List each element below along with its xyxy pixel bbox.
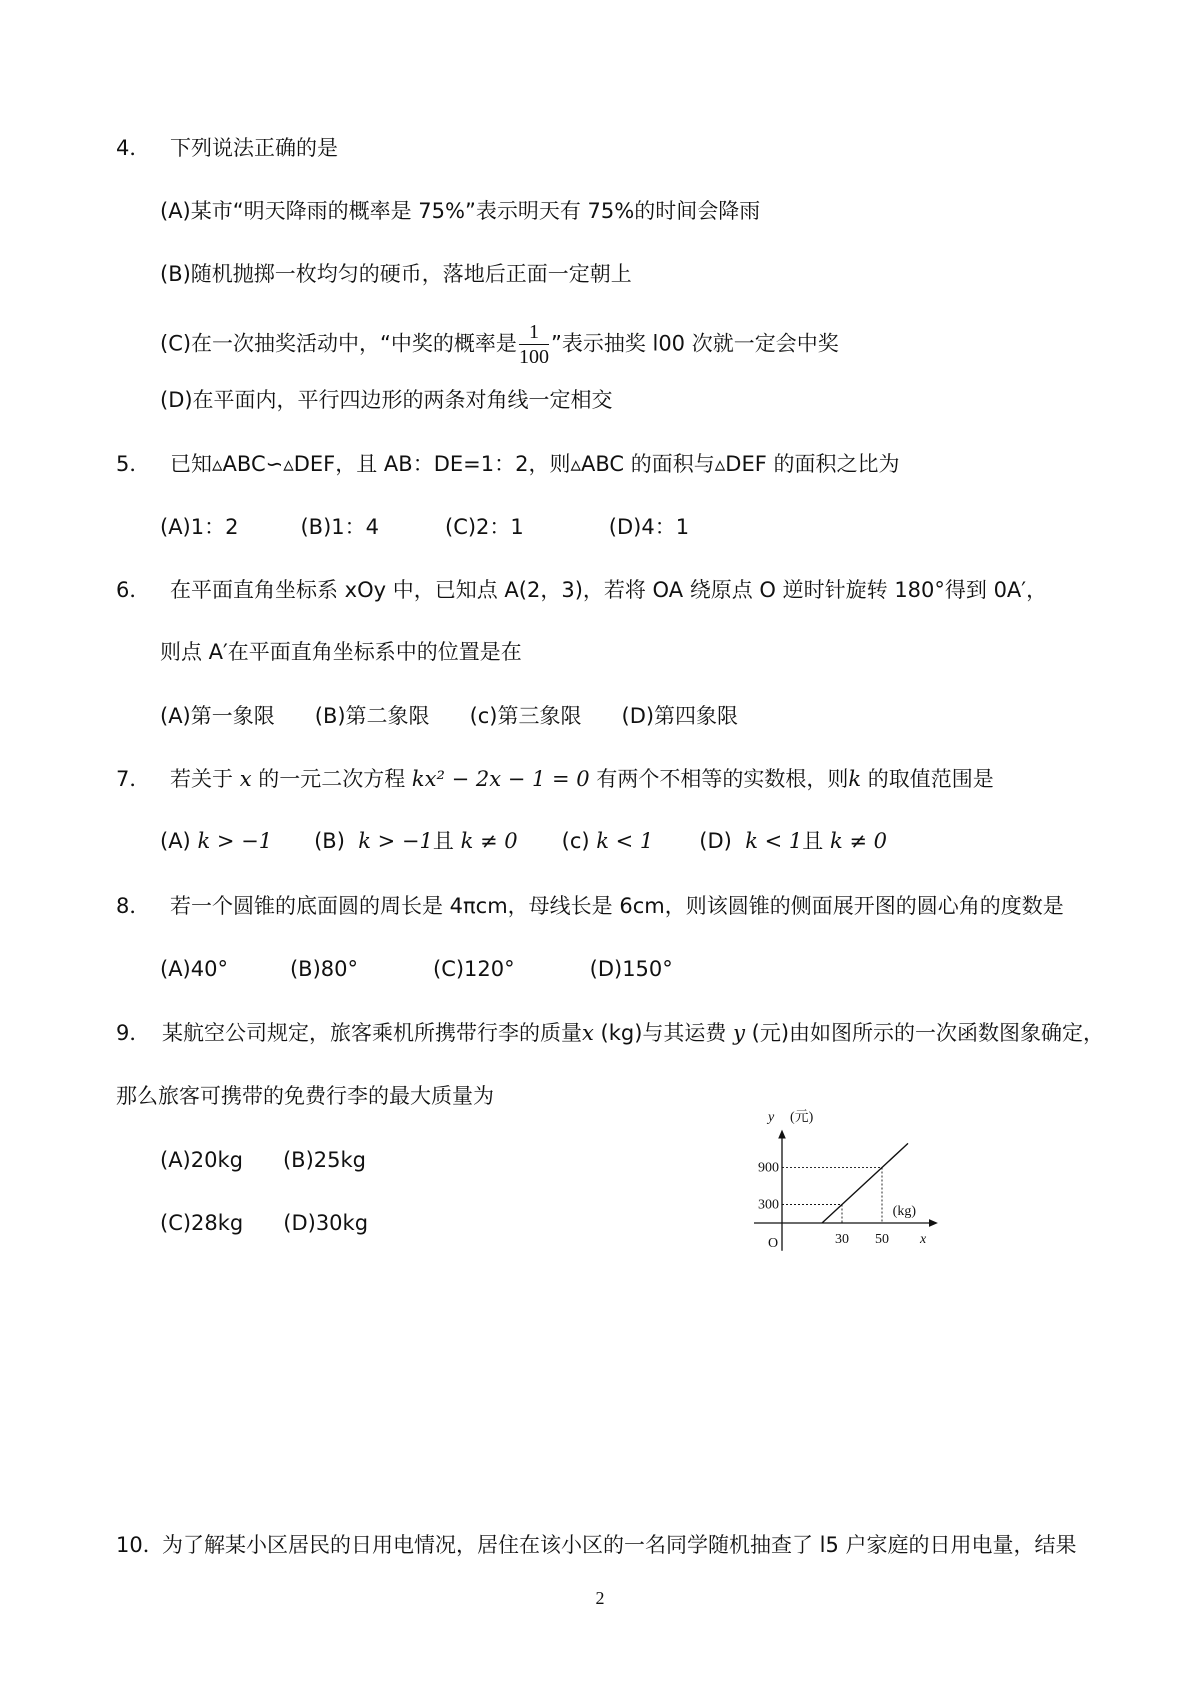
q9-function-graph [740,1105,950,1305]
q9-text-1: 某航空公司规定，旅客乘机所携带行李的质量 [162,1021,582,1045]
fraction-denominator: 100 [518,346,549,368]
q7-option-d [699,829,887,853]
fraction-numerator: 1 [519,320,549,345]
q9-options-row-1 [160,1145,366,1175]
x-axis-label: x [920,1232,927,1247]
q5-option-b: (B)1：4 [300,515,379,539]
q8-option-a: (A)40° [160,957,228,981]
q4-stem-line [116,133,338,163]
y-axis-unit: (元) [790,1110,814,1125]
q10-stem-line [116,1530,1077,1560]
y-tick-label: 900 [758,1160,779,1176]
q7-equation: kx² − 2x − 1 = 0 [411,767,590,791]
q7-var-k: k [848,767,862,791]
q5-option-c: (C)2：1 [445,515,524,539]
q7-option-b [314,829,518,853]
q6-option-b: (B)第二象限 [314,704,430,728]
q7-text-4: 的取值范围是 [867,767,994,791]
q7-option-d-math-1: k < 1 [745,829,803,853]
q9-var-x: x [582,1021,594,1045]
q7-option-c [562,829,654,853]
q4-option-c-fraction [519,320,549,369]
q5-stem: 已知▵ABC∽▵DEF，且 AB：DE=1：2，则▵ABC 的面积与▵DEF 的面积之比为 [170,452,900,476]
q9-option-d: (D)30kg [283,1211,369,1235]
q6-stem-continued: 则点 A′在平面直角坐标系中的位置是在 [160,640,522,664]
q7-option-a [160,829,272,853]
q7-option-c-math: k < 1 [596,829,654,853]
q4-option-b: (B)随机抛掷一枚均匀的硬币，落地后正面一定朝上 [160,262,632,286]
q7-option-a-math: k > −1 [197,829,273,853]
q8-options [160,954,673,984]
x-axis-unit: (kg) [892,1204,916,1219]
q7-option-b-math-1: k > −1 [358,829,433,853]
q8-option-d: (D)150° [589,957,673,981]
q4-stem: 下列说法正确的是 [170,136,338,160]
q7-text-2: 的一元二次方程 [258,767,406,791]
q7-text-3: 有两个不相等的实数根，则 [596,767,849,791]
q10-stem: 为了解某小区居民的日用电情况，居住在该小区的一名同学随机抽查了 l5 户家庭的日用电量，结果 [162,1533,1077,1557]
q4-option-c-pre: (C)在一次抽奖活动中，“中奖的概率是 [160,331,517,356]
q9-stem-line [116,1018,1104,1048]
q6-option-d: (D)第四象限 [621,704,739,728]
q7-option-c-label: (c) [561,829,590,853]
x-tick-label: 50 [875,1232,889,1247]
q9-options-row-2 [160,1208,368,1238]
q7-option-d-math-2: k ≠ 0 [829,829,887,853]
q6-option-a: (A)第一象限 [160,704,275,728]
q10-number: 10． [116,1533,164,1557]
q6-number: 6． [116,578,151,602]
q6-stem: 在平面直角坐标系 xOy 中，已知点 A(2，3)，若将 OA 绕原点 O 逆时针旋转 180°得到 0A′， [170,578,1048,602]
q6-stem-line [116,575,1047,605]
q9-option-c: (C)28kg [160,1211,244,1235]
q4-option-c-post: ”表示抽奖 l00 次就一定会中奖 [550,331,839,356]
q5-option-d: (D)4：1 [608,515,690,539]
q7-option-b-and: 且 [432,829,454,853]
q7-option-d-and: 且 [802,829,824,853]
q9-text-2: (kg)与其运费 [600,1021,727,1045]
q5-option-a: (A)1：2 [160,515,239,539]
q6-option-c: (c)第三象限 [469,704,582,728]
q5-options [160,512,689,542]
q7-option-d-label: (D) [699,829,732,853]
q9-var-y: y [733,1021,745,1045]
q7-options [160,826,887,856]
q4-number: 4． [116,136,151,160]
q7-option-a-label: (A) [160,829,191,853]
q8-option-c: (C)120° [433,957,515,981]
q8-option-b: (B)80° [289,957,358,981]
q4-option-a: (A)某市“明天降雨的概率是 75%”表示明天有 75%的时间会降雨 [160,199,761,223]
q9-stem-continued: 那么旅客可携带的免费行李的最大质量为 [116,1084,494,1108]
q7-option-b-math-2: k ≠ 0 [460,829,518,853]
q9-number: 9． [116,1021,151,1045]
page-number: 2 [595,1588,605,1608]
q4-option-c [160,320,839,369]
q7-number: 7． [116,767,151,791]
y-axis-label: y [768,1110,775,1125]
q7-option-b-label: (B) [314,829,345,853]
q6-options [160,701,738,731]
origin-label: O [768,1236,779,1251]
q7-var-x: x [239,767,252,791]
q4-option-d: (D)在平面内，平行四边形的两条对角线一定相交 [160,388,613,412]
q9-option-b: (B)25kg [282,1148,366,1172]
q8-stem-line [116,891,1064,921]
q7-text-1: 若关于 [170,767,233,791]
x-tick-label: 30 [835,1232,849,1247]
q8-number: 8． [116,894,151,918]
q5-stem-line [116,449,899,479]
q5-number: 5． [116,452,151,476]
q9-option-a: (A)20kg [160,1148,243,1172]
q9-text-3: (元)由如图所示的一次函数图象确定， [751,1021,1105,1045]
q8-stem: 若一个圆锥的底面圆的周长是 4πcm，母线长是 6cm，则该圆锥的侧面展开图的圆心角的度数是 [170,894,1064,918]
q7-stem-line [116,764,994,794]
y-tick-label: 300 [758,1197,779,1213]
